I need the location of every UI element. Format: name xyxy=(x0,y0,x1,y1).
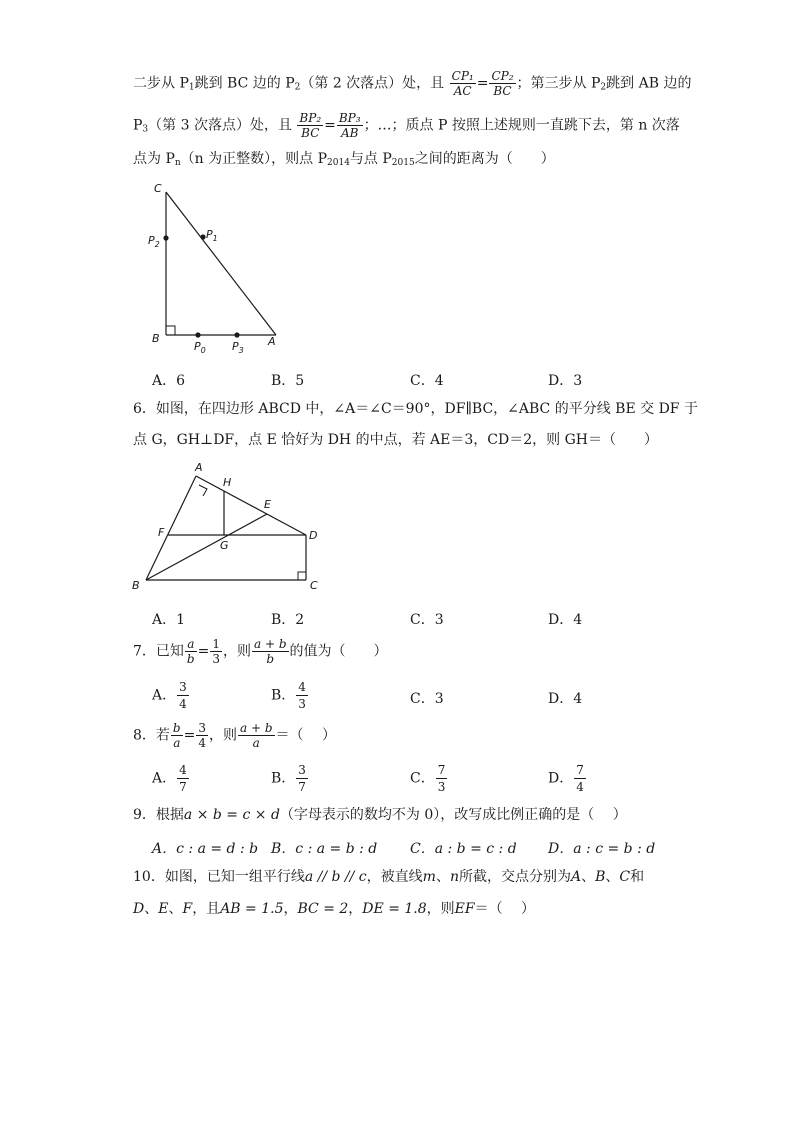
q5-option-b[interactable]: B．5 xyxy=(271,373,305,389)
label-c: C xyxy=(310,579,318,592)
q9-option-b[interactable]: B．c : a = b : d xyxy=(271,841,378,857)
q7-option-d[interactable]: D．4 xyxy=(548,691,583,707)
q8-option-b[interactable]: B． $\frac{3}{7}$ xyxy=(271,763,306,794)
q10-line-2: D、E、F，且AB = 1.5，BC = 2，DE = 1.8，则EF＝（ ） xyxy=(133,901,536,917)
q6-option-b[interactable]: B．2 xyxy=(271,612,305,628)
fraction-3-over-4: $\frac{3}{4}$ xyxy=(198,721,206,750)
fraction-bp2-bc: $\frac{\text{BP₂}}{BC}$ xyxy=(299,111,322,140)
q8-stem: 8．若 $\frac{b}{a}$ = $\frac{3}{4}$ ，则 $\frac{a + b}{a}$ ＝（ ） xyxy=(133,721,336,750)
q8-option-c[interactable]: C． $\frac{7}{3}$ xyxy=(410,763,446,794)
fraction-a-plus-b-over-a: $\frac{a + b}{a}$ xyxy=(239,721,273,750)
q7-stem: 7．已知 $\frac{a}{b}$ = $\frac{1}{3}$ ，则 $\frac{a + b}{b}$ 的值为（ ） xyxy=(133,637,388,666)
segment-be xyxy=(146,514,267,580)
label-c: C xyxy=(154,182,162,195)
q6-option-c[interactable]: C．3 xyxy=(410,612,444,628)
right-angle-mark-a xyxy=(199,485,207,496)
label-g: G xyxy=(220,539,229,552)
label-f: F xyxy=(158,526,165,539)
q6-quadrilateral-figure xyxy=(128,458,328,593)
point-p1 xyxy=(200,234,205,239)
q5-option-a[interactable]: A．6 xyxy=(152,373,186,389)
q9-stem: 9．根据a × b = c × d（字母表示的数均不为 0），改写成比例正确的是（ ） xyxy=(133,807,627,823)
label-p3: $P_3$ xyxy=(232,340,244,355)
label-p1: $P_1$ xyxy=(206,228,218,243)
fraction-a-over-b: $\frac{a}{b}$ xyxy=(186,637,195,666)
point-p3 xyxy=(234,332,239,337)
q6-line-2: 点 G，GH⊥DF，点 E 恰好为 DH 的中点，若 AE＝3，CD＝2，则 GH＝（ ） xyxy=(133,432,658,448)
q6-option-a[interactable]: A．1 xyxy=(152,612,186,628)
q7-options xyxy=(0,680,794,720)
label-b: B xyxy=(132,579,140,592)
q5-triangle-figure xyxy=(140,180,300,360)
side-ca xyxy=(166,192,276,335)
q6-options xyxy=(0,609,794,649)
label-e: E xyxy=(264,498,271,511)
right-angle-mark xyxy=(166,326,175,335)
q7-option-c[interactable]: C．3 xyxy=(410,691,444,707)
q6-option-d[interactable]: D．4 xyxy=(548,612,583,628)
q5-line-2: $P_3$（第 3 次落点）处，且 $\frac{\text{BP₂}}{BC}$ = $\frac{\text{BP₃}}{AB}$ ；…；质点 P 按照上述规则一直跳下去，第 n 次落 xyxy=(133,111,680,140)
side-ad xyxy=(196,476,306,535)
right-angle-mark-c xyxy=(298,572,306,580)
q5-line-1: 二步从 $P_1$跳到 BC 边的 $P_2$（第 2 次落点）处，且 $\frac{\text{CP₁}}{AC}$ = $\frac{\text{CP₂}}{BC}$ ；第三步从 $P_2$跳到 AB 边的 xyxy=(133,69,692,98)
label-h: H xyxy=(223,476,232,489)
q7-option-a[interactable]: A． $\frac{3}{4}$ xyxy=(152,680,187,711)
fraction-cp1-ac: $\frac{\text{CP₁}}{AC}$ xyxy=(451,69,474,98)
q8-option-a[interactable]: A． $\frac{4}{7}$ xyxy=(152,763,187,794)
q5-option-c[interactable]: C．4 xyxy=(410,373,444,389)
fraction-a-plus-b-over-b: $\frac{a + b}{b}$ xyxy=(253,637,287,666)
label-d: D xyxy=(309,529,318,542)
fraction-bp3-ab: $\frac{\text{BP₃}}{AB}$ xyxy=(338,111,361,140)
q10-line-1: 10．如图，已知一组平行线a // b // c，被直线m、n所截，交点分别为A、B、C和 xyxy=(133,869,645,885)
label-b: B xyxy=(152,332,160,345)
point-p0 xyxy=(195,332,200,337)
q9-option-c[interactable]: C．a : b = c : d xyxy=(410,841,517,857)
fraction-cp2-bc: $\frac{\text{CP₂}}{BC}$ xyxy=(491,69,514,98)
side-ba xyxy=(146,476,196,580)
q8-option-d[interactable]: D． $\frac{7}{4}$ xyxy=(548,763,584,794)
q7-option-b[interactable]: B． $\frac{4}{3}$ xyxy=(271,680,306,711)
point-p2 xyxy=(163,235,168,240)
q8-options xyxy=(0,763,794,803)
fraction-b-over-a: $\frac{b}{a}$ xyxy=(172,721,181,750)
label-a: A xyxy=(195,461,203,474)
q6-line-1: 6．如图，在四边形 ABCD 中，∠A＝∠C＝90°，DF∥BC，∠ABC 的平分线 BE 交 DF 于 xyxy=(133,401,698,417)
fraction-1-over-3: $\frac{1}{3}$ xyxy=(212,637,220,666)
q5-line-3: 点为 $P_n(n$ 为正整数），则点 $P_{2014}$与点 $P_{2015}$之间的距离为（ ） xyxy=(133,151,555,168)
label-p2: $P_2$ xyxy=(148,234,160,249)
q5-option-d[interactable]: D．3 xyxy=(548,373,583,389)
label-a: A xyxy=(268,335,276,348)
q9-option-a[interactable]: A．c : a = d : b xyxy=(152,841,259,857)
q9-option-d[interactable]: D．a : c = b : d xyxy=(548,841,656,857)
label-p0: $P_0$ xyxy=(194,340,206,355)
